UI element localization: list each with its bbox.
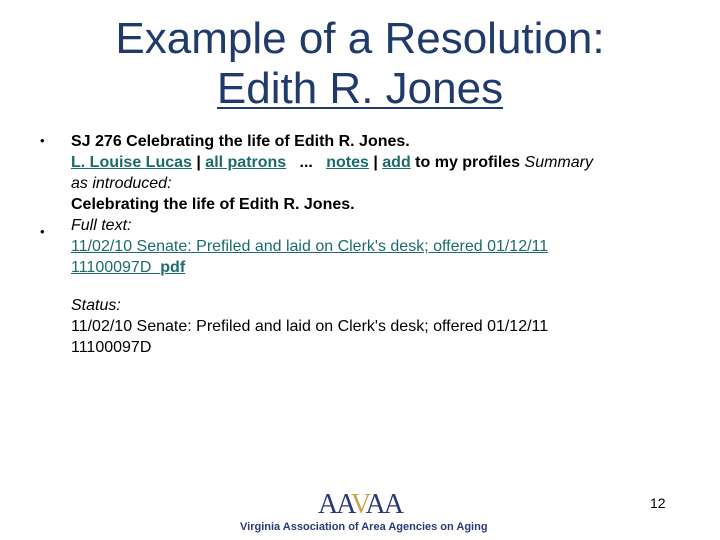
all-patrons-link[interactable]: all patrons: [205, 154, 287, 171]
as-introduced-label: as introduced:: [71, 175, 172, 192]
patron-line: [71, 152, 691, 173]
logo-letter-a3: A: [365, 489, 384, 520]
logo-mark: [240, 490, 480, 520]
full-text-entry-line: [71, 236, 691, 257]
bullet-1: •: [40, 133, 45, 148]
ellipsis: ...: [286, 154, 327, 171]
doc-number-line: [71, 257, 691, 278]
status-entry: 11/02/10 Senate: Prefiled and laid on Clerk's desk; offered 01/12/11: [71, 318, 549, 335]
title-line-2-text: Edith R. Jones: [216, 64, 504, 113]
logo-caption: Virginia Association of Area Agencies on Aging: [240, 521, 488, 533]
notes-link[interactable]: notes: [326, 154, 369, 171]
section-gap: [71, 278, 691, 295]
profiles-text: to my profiles: [410, 154, 525, 171]
status-doc-number: 11100097D: [71, 339, 152, 356]
separator-1: |: [191, 154, 206, 171]
full-text-entry-link[interactable]: 11/02/10 Senate: Prefiled and laid on Clerk's desk; offered 01/12/11: [71, 238, 549, 255]
logo-letter-a1: A: [318, 489, 337, 520]
doc-number-link[interactable]: 11100097D: [71, 259, 152, 276]
title-line-1: Example of a Resolution:: [115, 14, 605, 63]
slide-title: [60, 14, 660, 114]
status-label: Status:: [71, 297, 121, 314]
title-line-2: [60, 64, 660, 114]
v4a-logo: [240, 489, 488, 540]
logo-letter-a2: A: [336, 489, 351, 520]
doc-spacer: [151, 259, 160, 276]
page-number: 12: [650, 495, 666, 511]
add-link[interactable]: add: [382, 154, 411, 171]
bullet-2: •: [40, 224, 45, 239]
patron-link[interactable]: L. Louise Lucas: [71, 154, 192, 171]
full-text-label: Full text:: [71, 217, 132, 234]
summary-label: Summary: [524, 154, 593, 171]
bill-content: [71, 131, 691, 358]
logo-letter-v: V: [350, 489, 366, 520]
summary-text: Celebrating the life of Edith R. Jones.: [71, 196, 355, 213]
bill-heading: SJ 276 Celebrating the life of Edith R. Jones.: [71, 133, 410, 150]
separator-2: |: [368, 154, 383, 171]
pdf-link[interactable]: pdf: [160, 259, 186, 276]
logo-letter-a4: A: [383, 489, 402, 520]
